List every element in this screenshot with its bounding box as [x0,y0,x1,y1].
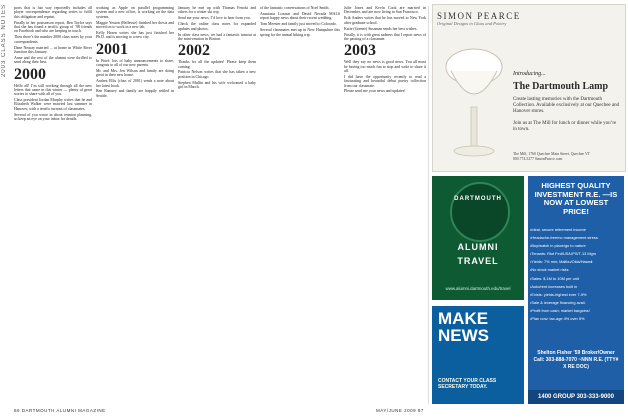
note-paragraph: Kelly Hosen writes she has just finished her Ph.D. and is moving to a new city. [96,30,174,40]
list-item: • Tenants: Riot Fed/US/UPS/T-13 Mgm [530,250,620,258]
section-label: 2003 CLASS NOTES [1,4,7,78]
ad-headline: The Dartmouth Lamp [513,81,609,92]
note-paragraph: Finally, it is with great sadness that I report news of the passing of a classmate. [344,32,426,41]
make-news-cta: CONTACT YOUR CLASS SECRETARY TODAY. [438,378,497,390]
section-label-strip [0,0,11,420]
note-paragraph: In other class news, we had a fantastic turnout at the mini-reunion in Boston. [178,32,256,41]
note-paragraph: In Brief: lots of baby announcements to share, congrats to all of our new parents. [96,58,174,67]
note-paragraph: I did have the opportunity recently to read a fascinating and beautiful debut poetry collection from our classmate. [344,74,426,88]
class-notes-column-1 [14,6,92,123]
simon-pearce-ad[interactable] [432,4,626,172]
brand-tagline: Original Designs in Glass and Pottery [437,21,507,26]
list-item: • Headache-free/no management stress [530,234,620,242]
note-paragraph: Send me your news, I’d love to hear from you. [178,16,251,21]
note-paragraph: Anne and the rest of the alumni were thrilled to send along their best. [14,55,92,65]
class-year-heading: 2003 [344,42,376,60]
ad-body [513,97,621,133]
list-item: • No stock market risks [530,266,620,274]
class-year-heading: 2001 [96,40,128,58]
note-paragraph: Anastasia Lozasat and David Nevada MALS report happy news about their recent wedding. [260,11,340,21]
note-paragraph: Please send me your news and updates! [344,89,406,94]
ad-intro: Introducing... [513,71,546,77]
alumni-ad-top: DARTMOUTH [454,196,502,202]
note-paragraph: Class president Jordan Murphy writes that he and Elizabeth Walker were married last summer in Hanover, with a terrific turnout of classmates. [14,98,92,111]
note-paragraph: Katie (Greene) Sussman sends her best wishes. [344,26,418,31]
simon-pearce-logo [437,11,537,26]
note-paragraph: Patricia Nelson writes that she has taken a new position in Chicago. [178,70,256,79]
note-paragraph: January he met up with Thomas Fenoki and others for a winter ski trip. [178,6,256,15]
list-item: • Buy/watch in place/go to nature [530,242,620,250]
note-paragraph: ports that is fair way reportedly includes all player correspondence regarding series to fulfil this obligation and reprint. [14,6,92,19]
ad-address [513,152,621,162]
note-paragraph: Maggie Yeaton (Bellevue) finished her thesis and moved on to work in a new lab. [96,20,174,29]
note-paragraph: Stephen Mullin and his wife welcomed a baby girl in March. [178,80,256,90]
ad-body-text-2: Join us at The Mill for lunch or dinner while you’re in town. [513,121,617,132]
make-news-ad[interactable] [432,306,524,404]
list-item: • Profit from cash; market bargains! [530,307,620,315]
column-divider [428,6,429,404]
class-notes-column-5 [344,6,426,95]
investment-contact: Shelton Fisher ’59 Broker/Owner Call: 303-888-7070 ~NNN R.E. (TTY# X RE DOC) [533,350,619,370]
ad-phone: 800.774.5277 SimonPearce.com [513,157,563,161]
note-paragraph: Finally in her postseason report, Ben Taylor says that she has found a terrific group of ’98 friends on Facebook and who are keeping in touch. [14,20,92,34]
note-paragraph: Then there’s the number 2000 class notes by your correspondents. [14,35,92,44]
note-paragraph: Mr. and Mrs. Jen Wilson and family are doing great in their new home. [96,68,174,78]
note-paragraph: Well they say no news is good news. You all must be having too much fun to stop and write to share it all. [344,60,426,73]
make-news-heading [438,310,489,344]
make-news-line-2: NEWS [438,326,489,345]
ad-address-line: The Mill, 1760 Quechee Main Street, Quechee VT [513,152,591,156]
globe-icon [450,182,510,242]
investment-ad[interactable] [528,176,624,404]
note-paragraph: Ben Ramsey and family are happily settled in Seattle. [96,89,174,98]
class-year-heading: 2002 [178,42,210,60]
note-paragraph: working as Apple on parallel programming system and a new office, is working on the data systems. [96,6,174,19]
list-item: • Exists: yields-highest ever 7-9% [530,291,620,299]
note-paragraph: Several classmates met up in New Hampshire this spring for the annual hiking trip. [260,28,340,37]
note-paragraph: Several of you wrote in about reunion planning, so keep an eye on your inbox for details. [14,112,92,122]
note-paragraph: Andrea Ellis (class of 2001) sends a note about her latest book. [96,79,174,88]
note-paragraph: Dane Neuray married ... at home in White River Junction this January. [14,45,92,54]
note-paragraph: Julie Jones and Kevin Cook are married in December, and are now living in San Francisco. [344,6,426,15]
list-item: • Ideal, secure retirement income [530,226,620,234]
footer-left: 86 DARTMOUTH ALUMNI MAGAZINE [14,408,106,413]
lamp-image [441,37,507,165]
note-paragraph: Thanks for all the updates! Please keep them coming. [178,60,256,69]
list-item: • Sales: $ 1M to 10M per unit [530,275,620,283]
class-notes-column-3 [178,6,256,91]
alumni-ad-word-1: ALUMNI [457,242,499,252]
class-notes-column-4 [260,6,340,38]
class-notes-column-2 [96,6,174,100]
ad-body-text: Create lasting memories with the Dartmouth Collection. Available exclusively at our Quechee and Hanover stores. [513,97,620,114]
list-item: • Sale & leverage financing avail. [530,299,620,307]
make-news-line-1: MAKE [438,309,489,328]
list-item: • Auto/rent increases built in [530,283,620,291]
footer-right: MAY/JUNE 2009 87 [376,408,424,413]
class-year-heading: 2000 [14,65,46,83]
list-item: • Plan now: tax-age 4% over 5% [530,315,620,323]
alumni-ad-word-2: TRAVEL [457,256,499,266]
investment-list [530,226,620,323]
list-item: • Yields: 7% min; Malibu/Okla/Hawaii [530,258,620,266]
alumni-ad-url[interactable]: www.alumni.dartmouth.edu/travel [445,286,511,291]
note-paragraph: of the fantastic conversations of Noel Smith. [260,6,330,10]
note-paragraph: Erik Anders writes that he has moved to New York after graduate school. [344,16,426,25]
investment-phone-bar: 1400 GROUP 303-333-9000 [528,390,624,404]
note-paragraph: Tom Meester and family just moved to Colorado. [260,22,337,27]
note-paragraph: Check the online class notes for expanded updates and photos. [178,22,256,31]
investment-title: HIGHEST QUALITY INVESTMENT R.E. —IS NOW AT LOWEST PRICE! [534,181,618,216]
brand-name: SIMON PEARCE [437,11,521,21]
note-paragraph: Hello all! I’m still working through all the new letters that came in this winter — plenty of great stories to share with all of you. [14,83,92,97]
alumni-travel-ad[interactable] [432,176,524,300]
